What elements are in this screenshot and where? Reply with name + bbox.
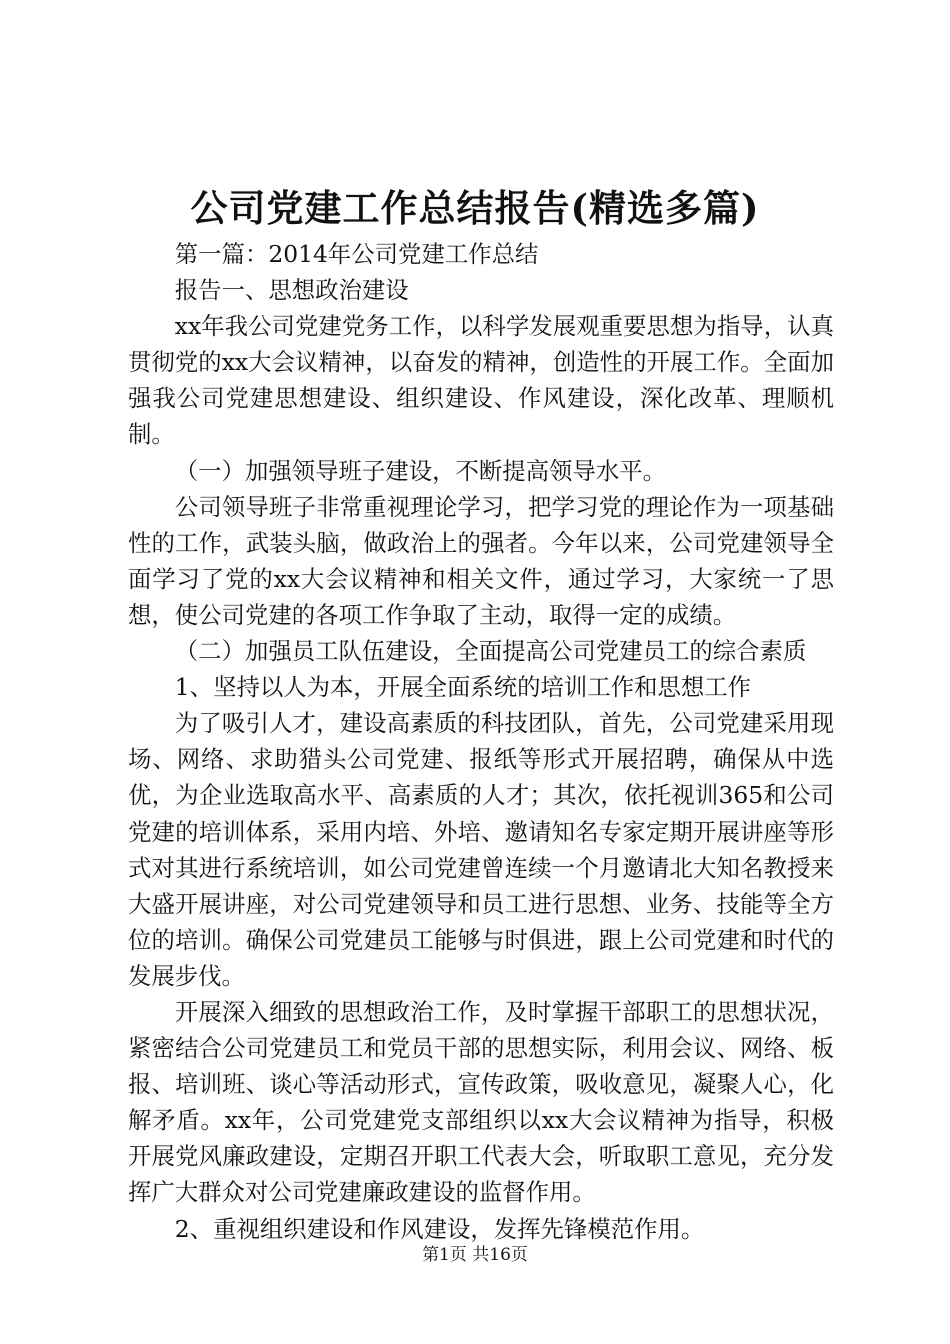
paragraph: 为了吸引人才，建设高素质的科技团队，首先，公司党建采用现场、网络、求助猎头公司党建、报纸等形式开展招聘，确保从中选优，为企业选取高水平、高素质的人才；其次，依托视训365和公司党建的培训体系，采用内培、外培、邀请知名专家定期开展讲座等形式对其进行系统培训，如公司党建曾连续一个月邀请北大知名教授来大盛开展讲座，对公司党建领导和员工进行思想、业务、技能等全方位的培训。确保公司党建员工能够与时俱进，跟上公司党建和时代的发展步伐。 [128, 709, 834, 990]
document-body [128, 236, 834, 1247]
paragraph: 开展深入细致的思想政治工作，及时掌握干部职工的思想状况，紧密结合公司党建员工和党员干部的思想实际，利用会议、网络、板报、培训班、谈心等活动形式，宣传政策，吸收意见，凝聚人心，化解矛盾。xx年，公司党建党支部组织以xx大会议精神为指导，积极开展党风廉政建设，定期召开职工代表大会，听取职工意见，充分发挥广大群众对公司党建廉政建设的监督作用。 [128, 997, 834, 1207]
paragraph: 报告一、思想政治建设 [174, 276, 409, 305]
paragraph: （一）加强领导班子建设，不断提高领导水平。 [174, 456, 666, 485]
paragraph: （二）加强员工队伍建设，全面提高公司党建员工的综合素质 [174, 637, 807, 666]
page-footer: 第1页 共16页 [422, 1245, 528, 1265]
paragraph: 1、坚持以人为本，开展全面系统的培训工作和思想工作 [174, 673, 752, 702]
paragraph: 第一篇：2014年公司党建工作总结 [174, 240, 539, 268]
document-title: 公司党建工作总结报告(精选多篇) [190, 186, 760, 230]
paragraph: 公司领导班子非常重视理论学习，把学习党的理论作为一项基础性的工作，武装头脑，做政治上的强者。今年以来，公司党建领导全面学习了党的xx大会议精神和相关文件，通过学习，大家统一了思想，使公司党建的各项工作争取了主动，取得一定的成绩。 [128, 492, 834, 629]
paragraph: xx年我公司党建党务工作，以科学发展观重要思想为指导，认真贯彻党的xx大会议精神，以奋发的精神，创造性的开展工作。全面加强我公司党建思想建设、组织建设、作风建设，深化改革、理顺机制。 [128, 312, 834, 449]
paragraph: 2、重视组织建设和作风建设，发挥先锋模范作用。 [174, 1214, 705, 1243]
